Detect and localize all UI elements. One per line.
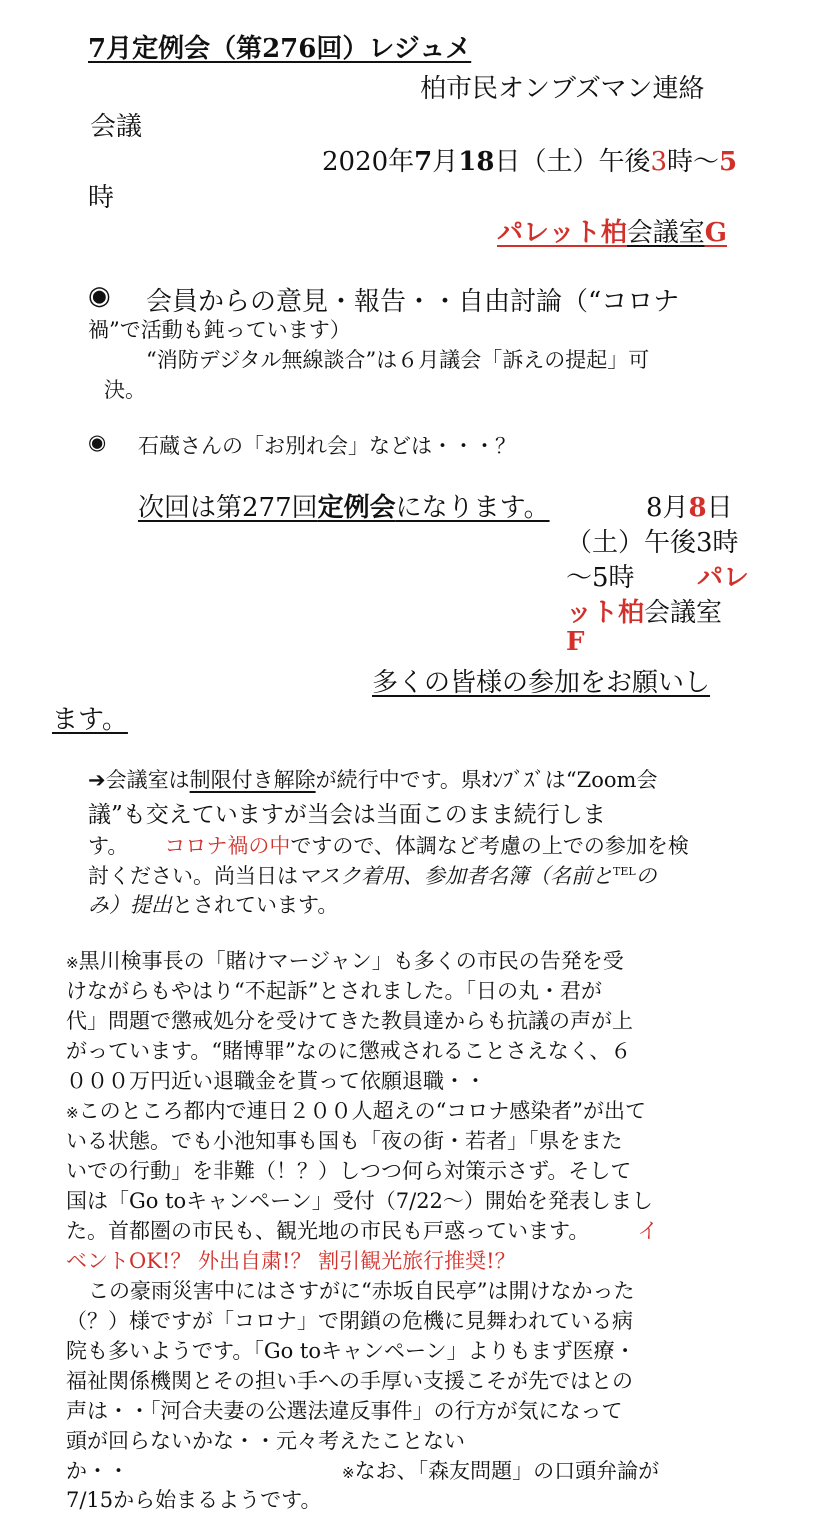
next-date-day-unit: 日 <box>706 493 733 523</box>
paragraph-2-line-5 <box>66 1215 658 1245</box>
participation-request-cont: ます。 <box>52 705 128 735</box>
notice-line-1 <box>88 764 657 794</box>
agenda-item-1-cont: 禍”で活動も鈍っています） <box>88 318 351 342</box>
meeting-date <box>322 141 737 178</box>
next-meeting-time: （土）午後3時 <box>566 528 739 558</box>
agenda-item-2: 石蔵さんの「お別れ会」などは・・・？ <box>138 434 516 458</box>
paragraph-3-line-1: この豪雨災害中にはさすがに“赤坂自民亭”は開けなかった <box>88 1279 635 1303</box>
notice-line-2: 議”も交えていますが当会は当面このまま続行しま <box>88 802 606 828</box>
paragraph-text: た。首都圏の市民も、観光地の市民も戸惑っています。 <box>66 1219 590 1243</box>
next-meeting-b: 定例会 <box>317 493 396 523</box>
paragraph-3-line-8: 7/15から始まるようです。 <box>66 1488 322 1512</box>
participation-request: 多くの皆様の参加をお願いし <box>372 668 711 698</box>
notice-line-5 <box>88 889 338 919</box>
note-mark: ※ <box>66 954 79 972</box>
notice-line-4 <box>88 860 657 890</box>
next-meeting-date <box>646 487 733 524</box>
venue-room: 会議室 <box>626 218 705 248</box>
mask-requirement: マスク着用、参加者名簿（名前と <box>298 864 613 888</box>
paragraph-3-line-7b <box>342 1455 659 1485</box>
paragraph-text: 黒川検事長の「賭けマージャン」も多くの市民の告発を受 <box>78 949 624 973</box>
agenda-bullet-2: ◉ <box>88 430 107 454</box>
date-month: 7 <box>414 147 433 177</box>
next-venue-name: ット柏 <box>566 598 645 628</box>
organization-name: 柏市民オンブズマン連絡 <box>420 74 705 104</box>
note-mark: ※ <box>342 1464 355 1482</box>
next-meeting-c: になります。 <box>395 493 550 523</box>
date-day: 18 <box>458 147 495 177</box>
notice-line-3 <box>88 830 689 860</box>
paragraph-2-line-1 <box>66 1095 646 1125</box>
paragraph-1-line-3: 代」問題で懲戒処分を受けてきた教員達からも抗議の声が上 <box>66 1009 633 1033</box>
date-prefix: 2020年 <box>322 147 415 177</box>
paragraph-1-line-2: けながらもやはり“不起訴”とされました。「日の丸・君が <box>66 979 602 1003</box>
notice-text: ですので、体調など考慮の上での参加を検 <box>290 834 689 858</box>
page-title: 7月定例会（第276回）レジュメ <box>88 34 472 64</box>
paragraph-2-highlight: ベントOK!？ 外出自粛!？ 割引観光旅行推奨!？ <box>66 1249 516 1273</box>
time-mid: 時～ <box>667 147 720 177</box>
time-start: 3 <box>650 147 668 177</box>
venue-name: パレット柏 <box>497 218 627 248</box>
notice-text: 討ください。尚当日は <box>88 864 298 888</box>
venue-letter: G <box>704 218 727 248</box>
paragraph-text: なお、「森友問題」の口頭弁論が <box>354 1459 660 1483</box>
restriction-lifted: 制限付き解除 <box>189 768 316 792</box>
next-meeting-notice <box>138 487 550 524</box>
paragraph-2-line-4: 国は「Go toキャンペーン」受付（7/22～）開始を発表しまし <box>66 1189 653 1213</box>
notice-text: 会議室は <box>105 768 190 792</box>
next-meeting-time-end: ～5時 <box>566 563 635 593</box>
submission-note: み）提出 <box>88 893 172 917</box>
note-mark: ※ <box>66 1104 79 1122</box>
highlight-text: イ <box>637 1219 659 1243</box>
next-date-month: 8月 <box>646 493 689 523</box>
agenda-item-1-sub: “消防デジタル無線談合”は６月議会「訴えの提起」可 <box>146 348 650 372</box>
paragraph-1-line-1 <box>66 945 624 975</box>
time-end: 5 <box>719 147 738 177</box>
paragraph-3-line-2: （？）様ですが「コロナ」で閉鎖の危機に見舞われている病 <box>66 1309 633 1333</box>
date-suffix: 日（土）午後 <box>494 147 651 177</box>
paragraph-3-line-5: 声は・・「河合夫妻の公選法違反事件」の行方が気になって <box>66 1399 623 1423</box>
paragraph-1-line-4: がっています。“賭博罪”なのに懲戒されることさえなく、６ <box>66 1039 632 1063</box>
next-meeting-venue-cont <box>566 592 722 629</box>
notice-text: とされています。 <box>172 893 339 917</box>
notice-text: の <box>635 864 657 888</box>
next-meeting-a: 次回は第277回 <box>138 493 318 523</box>
date-mid: 月 <box>432 147 459 177</box>
next-meeting-room-letter: F <box>566 627 585 657</box>
corona-warning: コロナ禍の中 <box>164 834 291 858</box>
paragraph-3-line-6: 頭が回らないかな・・元々考えたことない <box>66 1429 465 1453</box>
paragraph-3-line-3: 院も多いようです。「Go toキャンペーン」よりもまず医療・ <box>66 1339 636 1363</box>
notice-text: す。 <box>88 834 129 858</box>
next-date-day: 8 <box>688 493 707 523</box>
agenda-bullet-1: ◉ <box>88 281 111 311</box>
organization-name-cont: 会議 <box>90 112 143 142</box>
next-meeting-venue: パレ <box>697 563 750 593</box>
paragraph-text: か・・ <box>66 1459 129 1483</box>
agenda-item-1: 会員からの意見・報告・・自由討論（“コロナ <box>146 287 680 317</box>
agenda-item-1-sub-cont: 決。 <box>104 378 146 402</box>
tel-label: TEL <box>613 865 636 878</box>
paragraph-text: このところ都内で連日２００人超えの“コロナ感染者”が出て <box>78 1099 647 1123</box>
paragraph-2-line-2: いる状態。でも小池知事も国も「夜の街・若者」「県をまた <box>66 1129 623 1153</box>
time-unit: 時 <box>88 183 115 213</box>
paragraph-3-line-4: 福祉関係機関とその担い手への手厚い支援こそが先ではとの <box>66 1369 633 1393</box>
arrow-icon: ➔ <box>88 768 106 792</box>
paragraph-2-line-3: いでの行動」を非難（！？）しつつ何ら対策示さず。そして <box>66 1159 632 1183</box>
notice-text: が続行中です。県ｵﾝﾌﾞｽﾞは“Zoom会 <box>315 768 658 792</box>
paragraph-3-line-7 <box>66 1455 129 1485</box>
paragraph-1-line-5: ０００万円近い退職金を貰って依願退職・・ <box>66 1069 486 1093</box>
next-venue-room: 会議室 <box>644 598 723 628</box>
meeting-venue <box>497 212 727 249</box>
